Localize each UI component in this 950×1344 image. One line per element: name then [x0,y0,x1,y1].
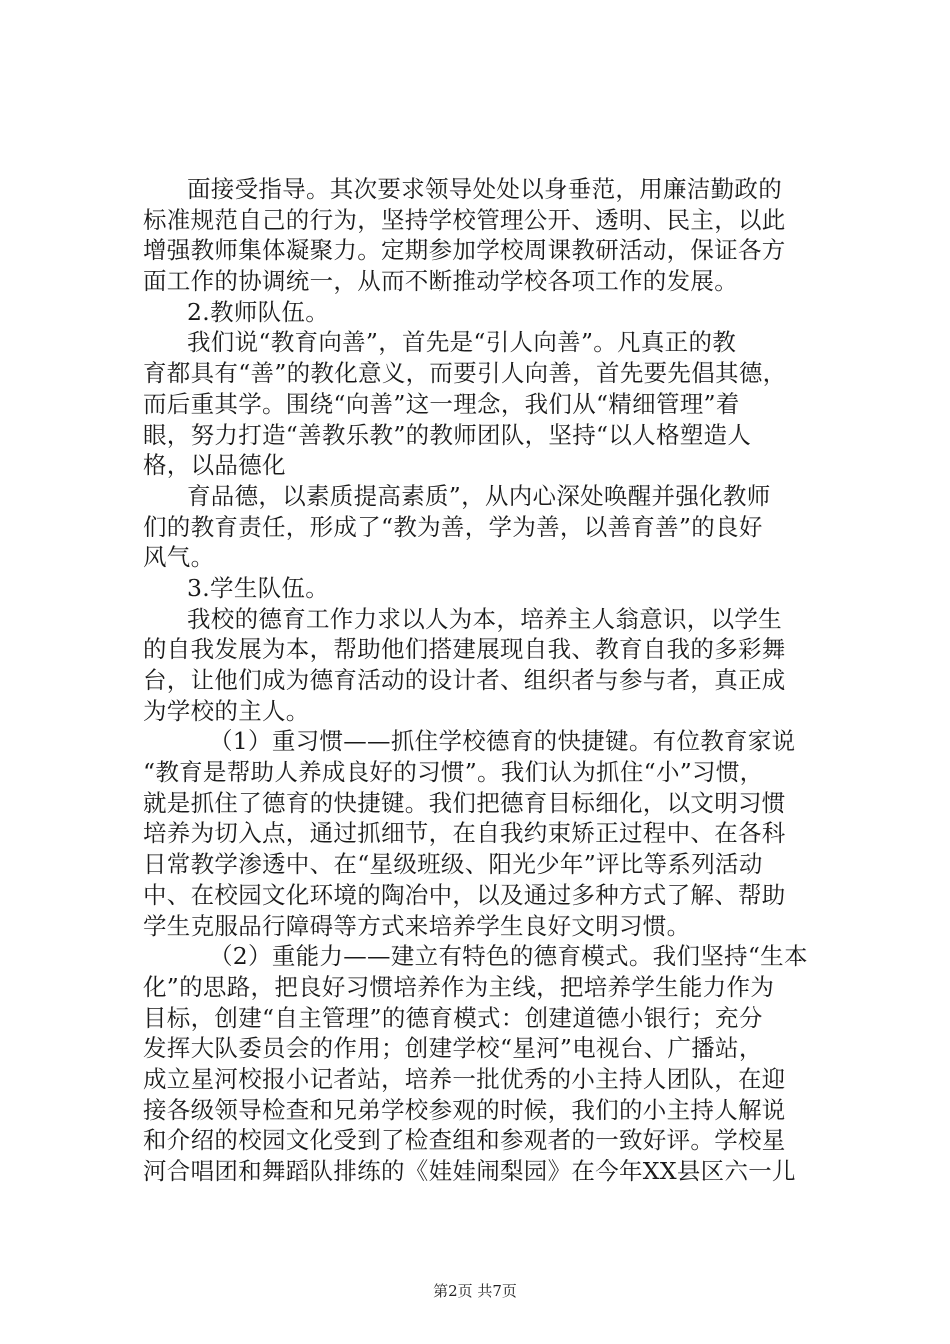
paragraph-line: 们的教育责任，形成了“教为善，学为善，以善育善”的良好 [143,512,763,541]
page-number-footer: 第2页 共7页 [433,1282,517,1300]
paragraph-line: 标准规范自己的行为，坚持学校管理公开、透明、民主，以此 [143,205,786,234]
paragraph-line: 风气。 [143,543,215,572]
paragraph-line: 为学校的主人。 [143,696,310,725]
paragraph-line: 眼，努力打造“善教乐教”的教师团队，坚持“以人格塑造人 [143,420,752,449]
paragraph-line: 就是抓住了德育的快捷键。我们把德育目标细化，以文明习惯 [143,788,786,817]
paragraph-line: 培养为切入点，通过抓细节，在自我约束矫正过程中、在各科 [143,819,786,848]
section-heading: 3.学生队伍。 [187,573,330,602]
paragraph-line: （1）重习惯——抓住学校德育的快捷键。有位教育家说 [209,727,796,756]
paragraph-line: 目标，创建“自主管理”的德育模式：创建道德小银行；充分 [143,1003,763,1032]
paragraph-line: 我校的德育工作力求以人为本，培养主人翁意识，以学生 [187,604,782,633]
paragraph-line: 育品德，以素质提高素质”，从内心深处唤醒并强化教师 [187,481,771,510]
paragraph-line: “教育是帮助人养成良好的习惯”。我们认为抓住“小”习惯， [143,758,764,787]
paragraph-line: 的自我发展为本，帮助他们搭建展现自我、教育自我的多彩舞 [143,635,786,664]
document-body [143,174,813,1187]
paragraph-line: 日常教学渗透中、在“星级班级、阳光少年”评比等系列活动 [143,850,763,879]
paragraph-line: 接各级领导检查和兄弟学校参观的时候，我们的小主持人解说 [143,1095,786,1124]
paragraph-line: 面工作的协调统一，从而不断推动学校各项工作的发展。 [143,267,738,296]
paragraph-line: 成立星河校报小记者站，培养一批优秀的小主持人团队，在迎 [143,1064,786,1093]
section-heading: 2.教师队伍。 [187,297,330,326]
paragraph-line: 而后重其学。围绕“向善”这一理念，我们从“精细管理”着 [143,389,740,418]
paragraph-line: 中、在校园文化环境的陶冶中，以及通过多种方式了解、帮助 [143,880,786,909]
paragraph-line: 河合唱团和舞蹈队排练的《娃娃闹梨园》在今年XX县区六一儿 [143,1157,796,1185]
paragraph-line: 学生克服品行障碍等方式来培养学生良好文明习惯。 [143,911,691,940]
paragraph-line: 面接受指导。其次要求领导处处以身垂范，用廉洁勤政的 [187,175,782,203]
paragraph-line: （2）重能力——建立有特色的德育模式。我们坚持“生本 [209,942,808,971]
paragraph-line: 育都具有“善”的教化意义，而要引人向善，首先要先倡其德， [143,359,787,388]
paragraph-line: 台，让他们成为德育活动的设计者、组织者与参与者，真正成 [143,666,786,694]
paragraph-line: 增强教师集体凝聚力。定期参加学校周课教研活动，保证各方 [143,236,786,265]
paragraph-line: 化”的思路，把良好习惯培养作为主线，把培养学生能力作为 [143,972,775,1001]
paragraph-line: 格，以品德化 [143,451,286,480]
paragraph-line: 发挥大队委员会的作用；创建学校“星河”电视台、广播站， [143,1034,763,1063]
paragraph-line: 我们说“教育向善”，首先是“引人向善”。凡真正的教 [187,328,737,357]
paragraph-line: 和介绍的校园文化受到了检查组和参观者的一致好评。学校星 [143,1126,786,1155]
